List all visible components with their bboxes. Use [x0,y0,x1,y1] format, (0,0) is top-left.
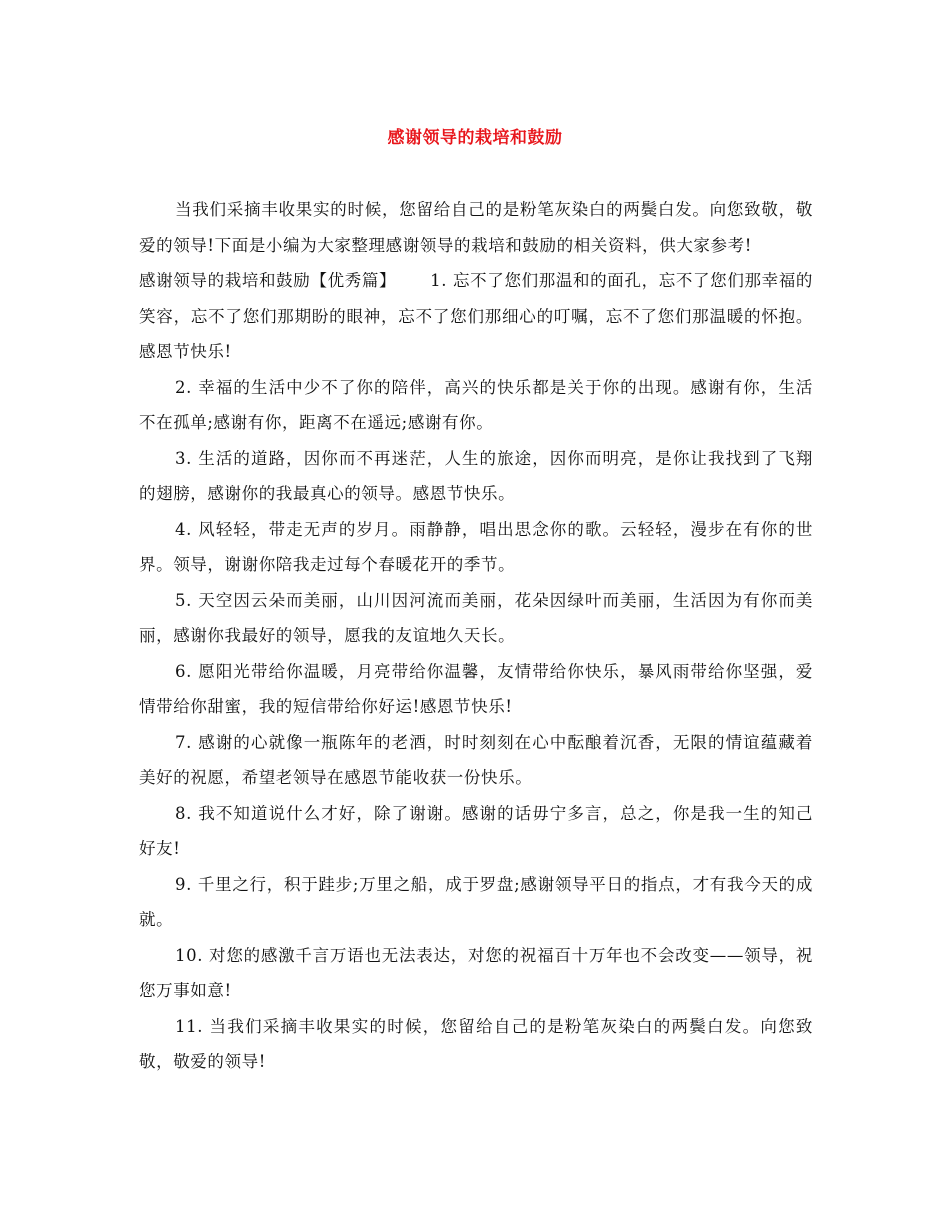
document-body [139,192,813,1080]
section-paragraph [139,263,813,370]
list-item: 10. 对您的感激千言万语也无法表达，对您的祝福百十万年也不会改变——领导，祝您万事如意! [139,945,813,1000]
list-item: 7. 感谢的心就像一瓶陈年的老酒，时时刻刻在心中酝酿着沉香，无限的情谊蕴藏着美好的祝愿，希望老领导在感恩节能收获一份快乐。 [139,732,813,787]
list-item: 5. 天空因云朵而美丽，山川因河流而美丽，花朵因绿叶而美丽，生活因为有你而美丽，感谢你我最好的领导，愿我的友谊地久天长。 [139,590,813,645]
list-item: 3. 生活的道路，因你而不再迷茫，人生的旅途，因你而明亮，是你让我找到了飞翔的翅膀，感谢你的我最真心的领导。感恩节快乐。 [139,448,813,503]
list-item: 2. 幸福的生活中少不了你的陪伴，高兴的快乐都是关于你的出现。感谢有你，生活不在孤单;感谢有你，距离不在遥远;感谢有你。 [139,377,813,432]
list-item: 4. 风轻轻，带走无声的岁月。雨静静，唱出思念你的歌。云轻轻，漫步在有你的世界。领导，谢谢你陪我走过每个春暖花开的季节。 [139,519,813,574]
section-heading: 感谢领导的栽培和鼓励【优秀篇】 [139,271,397,290]
list-item: 8. 我不知道说什么才好，除了谢谢。感谢的话毋宁多言，总之，你是我一生的知己好友! [139,803,813,858]
list-item: 11. 当我们采摘丰收果实的时候，您留给自己的是粉笔灰染白的两鬓白发。向您致敬，敬爱的领导! [139,1016,813,1071]
list-item: 1. 忘不了您们那温和的面孔，忘不了您们那幸福的笑容，忘不了您们那期盼的眼神，忘不了您们那细心的叮嘱，忘不了您们那温暖的怀抱。感恩节快乐! [139,271,813,361]
intro-paragraph: 当我们采摘丰收果实的时候，您留给自己的是粉笔灰染白的两鬓白发。向您致敬，敬爱的领导!下面是小编为大家整理感谢领导的栽培和鼓励的相关资料，供大家参考! [139,200,813,255]
list-item: 6. 愿阳光带给你温暖，月亮带给你温馨，友情带给你快乐，暴风雨带给你坚强，爱情带给你甜蜜，我的短信带给你好运!感恩节快乐! [139,661,813,716]
document-title: 感谢领导的栽培和鼓励 [387,128,563,148]
list-item: 9. 千里之行，积于跬步;万里之船，成于罗盘;感谢领导平日的指点，才有我今天的成就。 [139,874,813,929]
